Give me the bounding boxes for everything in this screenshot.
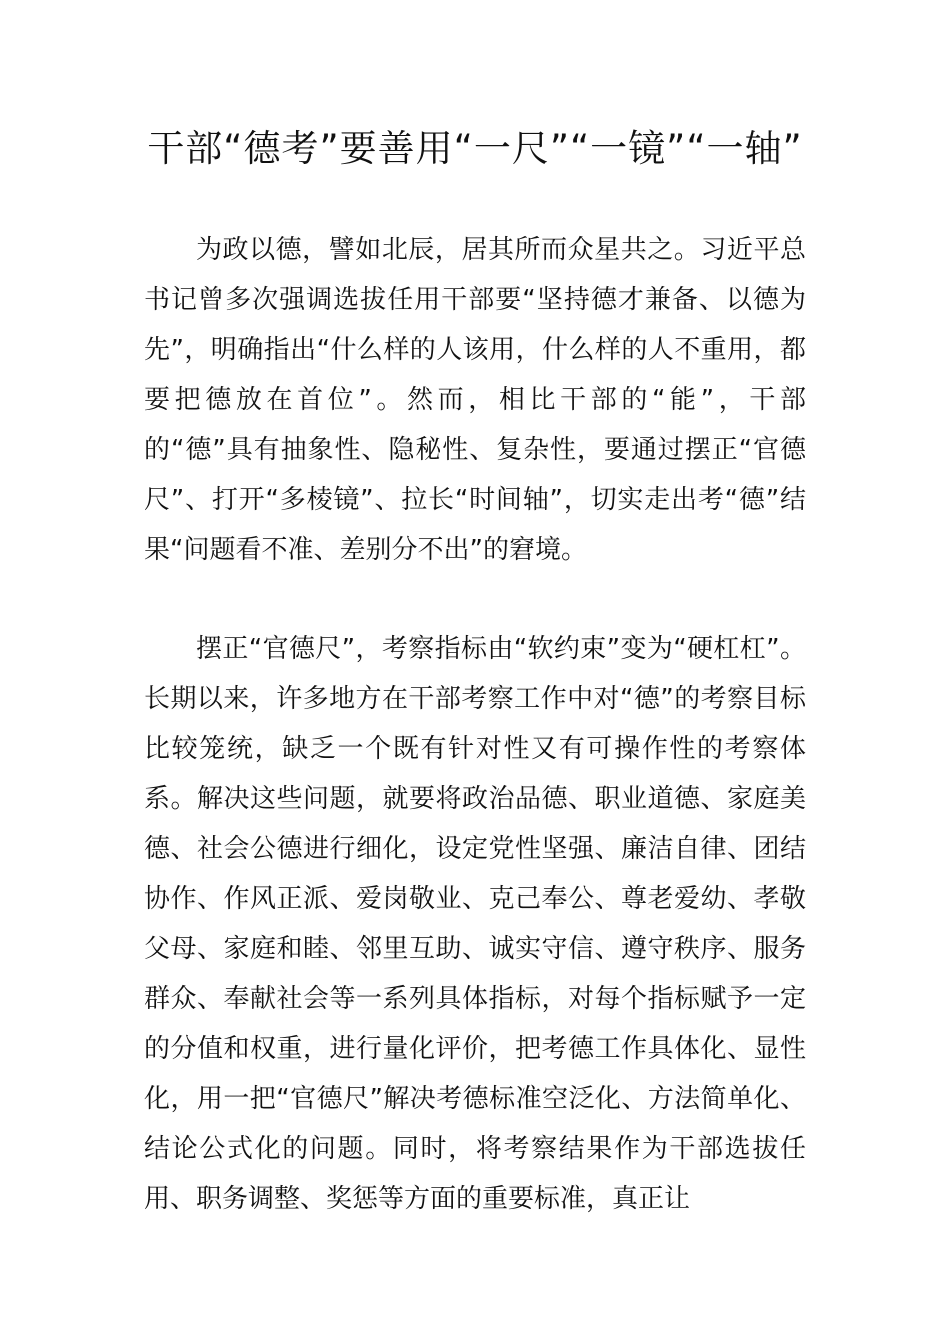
document-title: 干部“德考”要善用“一尺”“一镜”“一轴” [147,127,803,170]
paragraph-2: 摆正“官德尺”，考察指标由“软约束”变为“硬杠杠”。长期以来，许多地方在干部考察工作中对“德”的考察目标比较笼统，缺乏一个既有针对性又有可操作性的考察体系。解决这些问题，就要将政治品德、职业道德、家庭美德、社会公德进行细化，设定党性坚强、廉洁自律、团结协作、作风正派、爱岗敬业、克己奉公、尊老爱幼、孝敬父母、家庭和睦、邻里互助、诚实守信、遵守秩序、服务群众、奉献社会等一系列具体指标，对每个指标赋予一定的分值和权重，进行量化评价，把考德工作具体化、显性化，用一把“官德尺”解决考德标准空泛化、方法简单化、结论公式化的问题。同时，将考察结果作为干部选拔任用、职务调整、奖惩等方面的重要标准，真正让 [144,634,806,1214]
paragraph-1: 为政以德，譬如北辰，居其所而众星共之。习近平总书记曾多次强调选拔任用干部要“坚持德才兼备、以德为先”，明确指出“什么样的人该用，什么样的人不重用，都要把德放在首位”。然而，相比干部的“能”，干部的“德”具有抽象性、隐秘性、复杂性，要通过摆正“官德尺”、打开“多棱镜”、拉长“时间轴”，切实走出考“德”结果“问题看不准、差别分不出”的窘境。 [144,235,806,565]
